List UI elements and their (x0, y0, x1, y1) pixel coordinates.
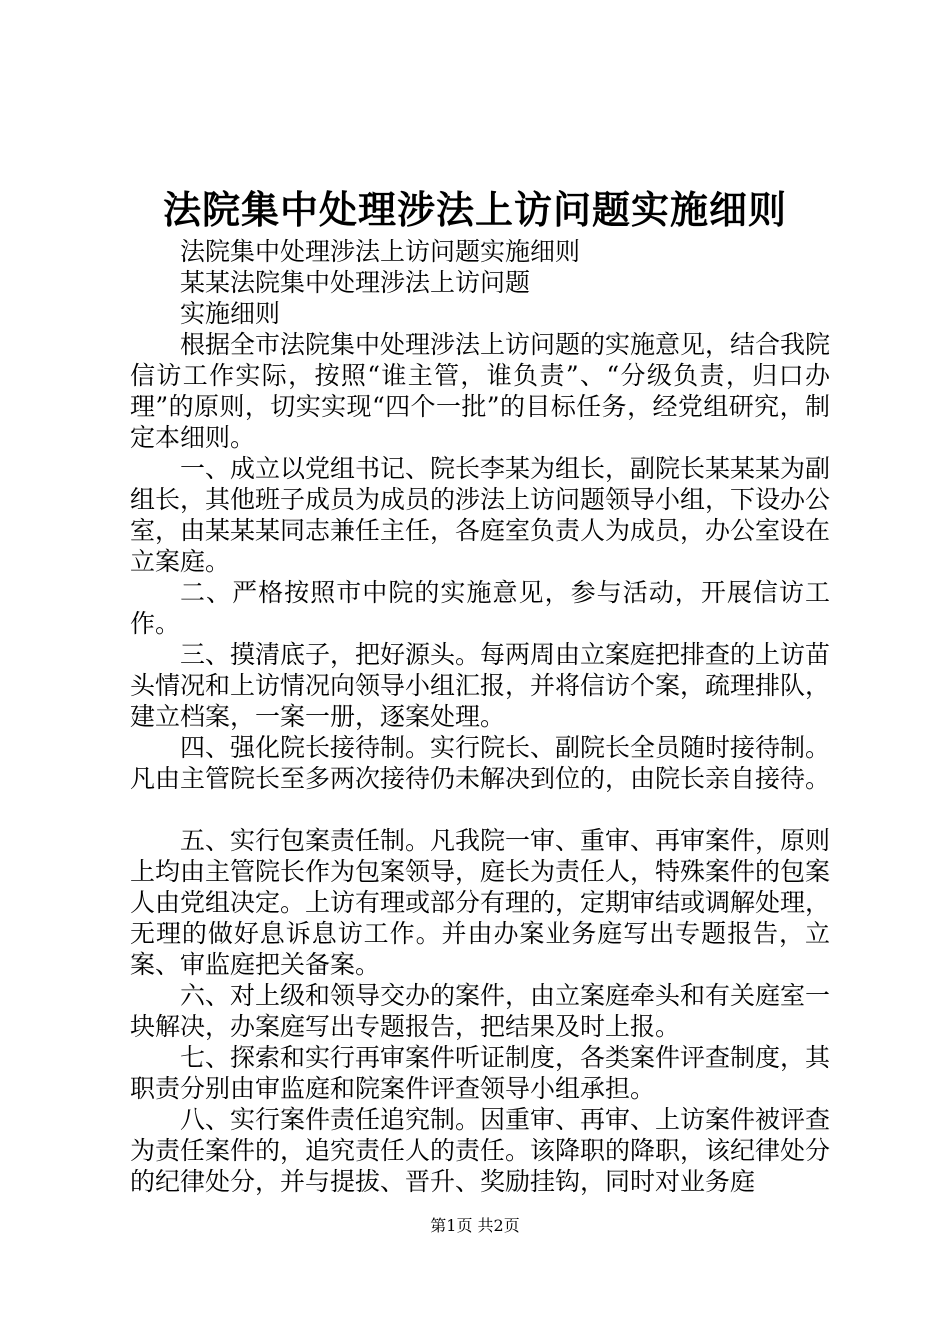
paragraph-heading-repeat: 法院集中处理涉法上访问题实施细则 (180, 237, 581, 266)
paragraph-item-1: 一、成立以党组书记、院长李某为组长，副院长某某某为副组长，其他班子成员为成员的涉法上访问题领导小组，下设办公室，由某某某同志兼任主任，各庭室负责人为成员，办公室设在立案庭。 (130, 454, 831, 576)
document-body (130, 236, 830, 1197)
paragraph-item-5: 五、实行包案责任制。凡我院一审、重审、再审案件，原则上均由主管院长作为包案领导，庭长为责任人，特殊案件的包案人由党组决定。上访有理或部分有理的，定期审结或调解处理，无理的做好息诉息访工作。并由办案业务庭写出专题报告，立案、审监庭把关备案。 (130, 826, 831, 979)
paragraph-item-4: 四、强化院长接待制。实行院长、副院长全员随时接待制。凡由主管院长至多两次接待仍未解决到位的，由院长亲自接待。 (130, 733, 831, 793)
paragraph-subtitle-2: 实施细则 (180, 299, 281, 328)
paragraph-item-7: 七、探索和实行再审案件听证制度，各类案件评查制度，其职责分别由审监庭和院案件评查领导小组承担。 (130, 1043, 831, 1103)
paragraph-subtitle: 某某法院集中处理涉法上访问题 (180, 268, 531, 297)
document-title: 法院集中处理涉法上访问题实施细则 (162, 188, 787, 232)
page-footer (0, 1216, 950, 1236)
page-number: 第1页 共2页 (430, 1216, 520, 1235)
paragraph-item-8: 八、实行案件责任追究制。因重审、再审、上访案件被评查为责任案件的，追究责任人的责任。该降职的降职，该纪律处分的纪律处分，并与提拔、晋升、奖励挂钩，同时对业务庭 (130, 1105, 831, 1196)
paragraph-item-6: 六、对上级和领导交办的案件，由立案庭牵头和有关庭室一块解决，办案庭写出专题报告，把结果及时上报。 (130, 981, 831, 1041)
paragraph-intro: 根据全市法院集中处理涉法上访问题的实施意见，结合我院信访工作实际，按照“谁主管，谁负责”、“分级负责，归口办理”的原则，切实实现“四个一批”的目标任务，经党组研究，制定本细则。 (130, 330, 831, 452)
paragraph-item-3: 三、摸清底子，把好源头。每两周由立案庭把排查的上访苗头情况和上访情况向领导小组汇报，并将信访个案，疏理排队，建立档案，一案一册，逐案处理。 (130, 640, 831, 731)
paragraph-item-2: 二、严格按照市中院的实施意见，参与活动，开展信访工作。 (130, 578, 830, 638)
